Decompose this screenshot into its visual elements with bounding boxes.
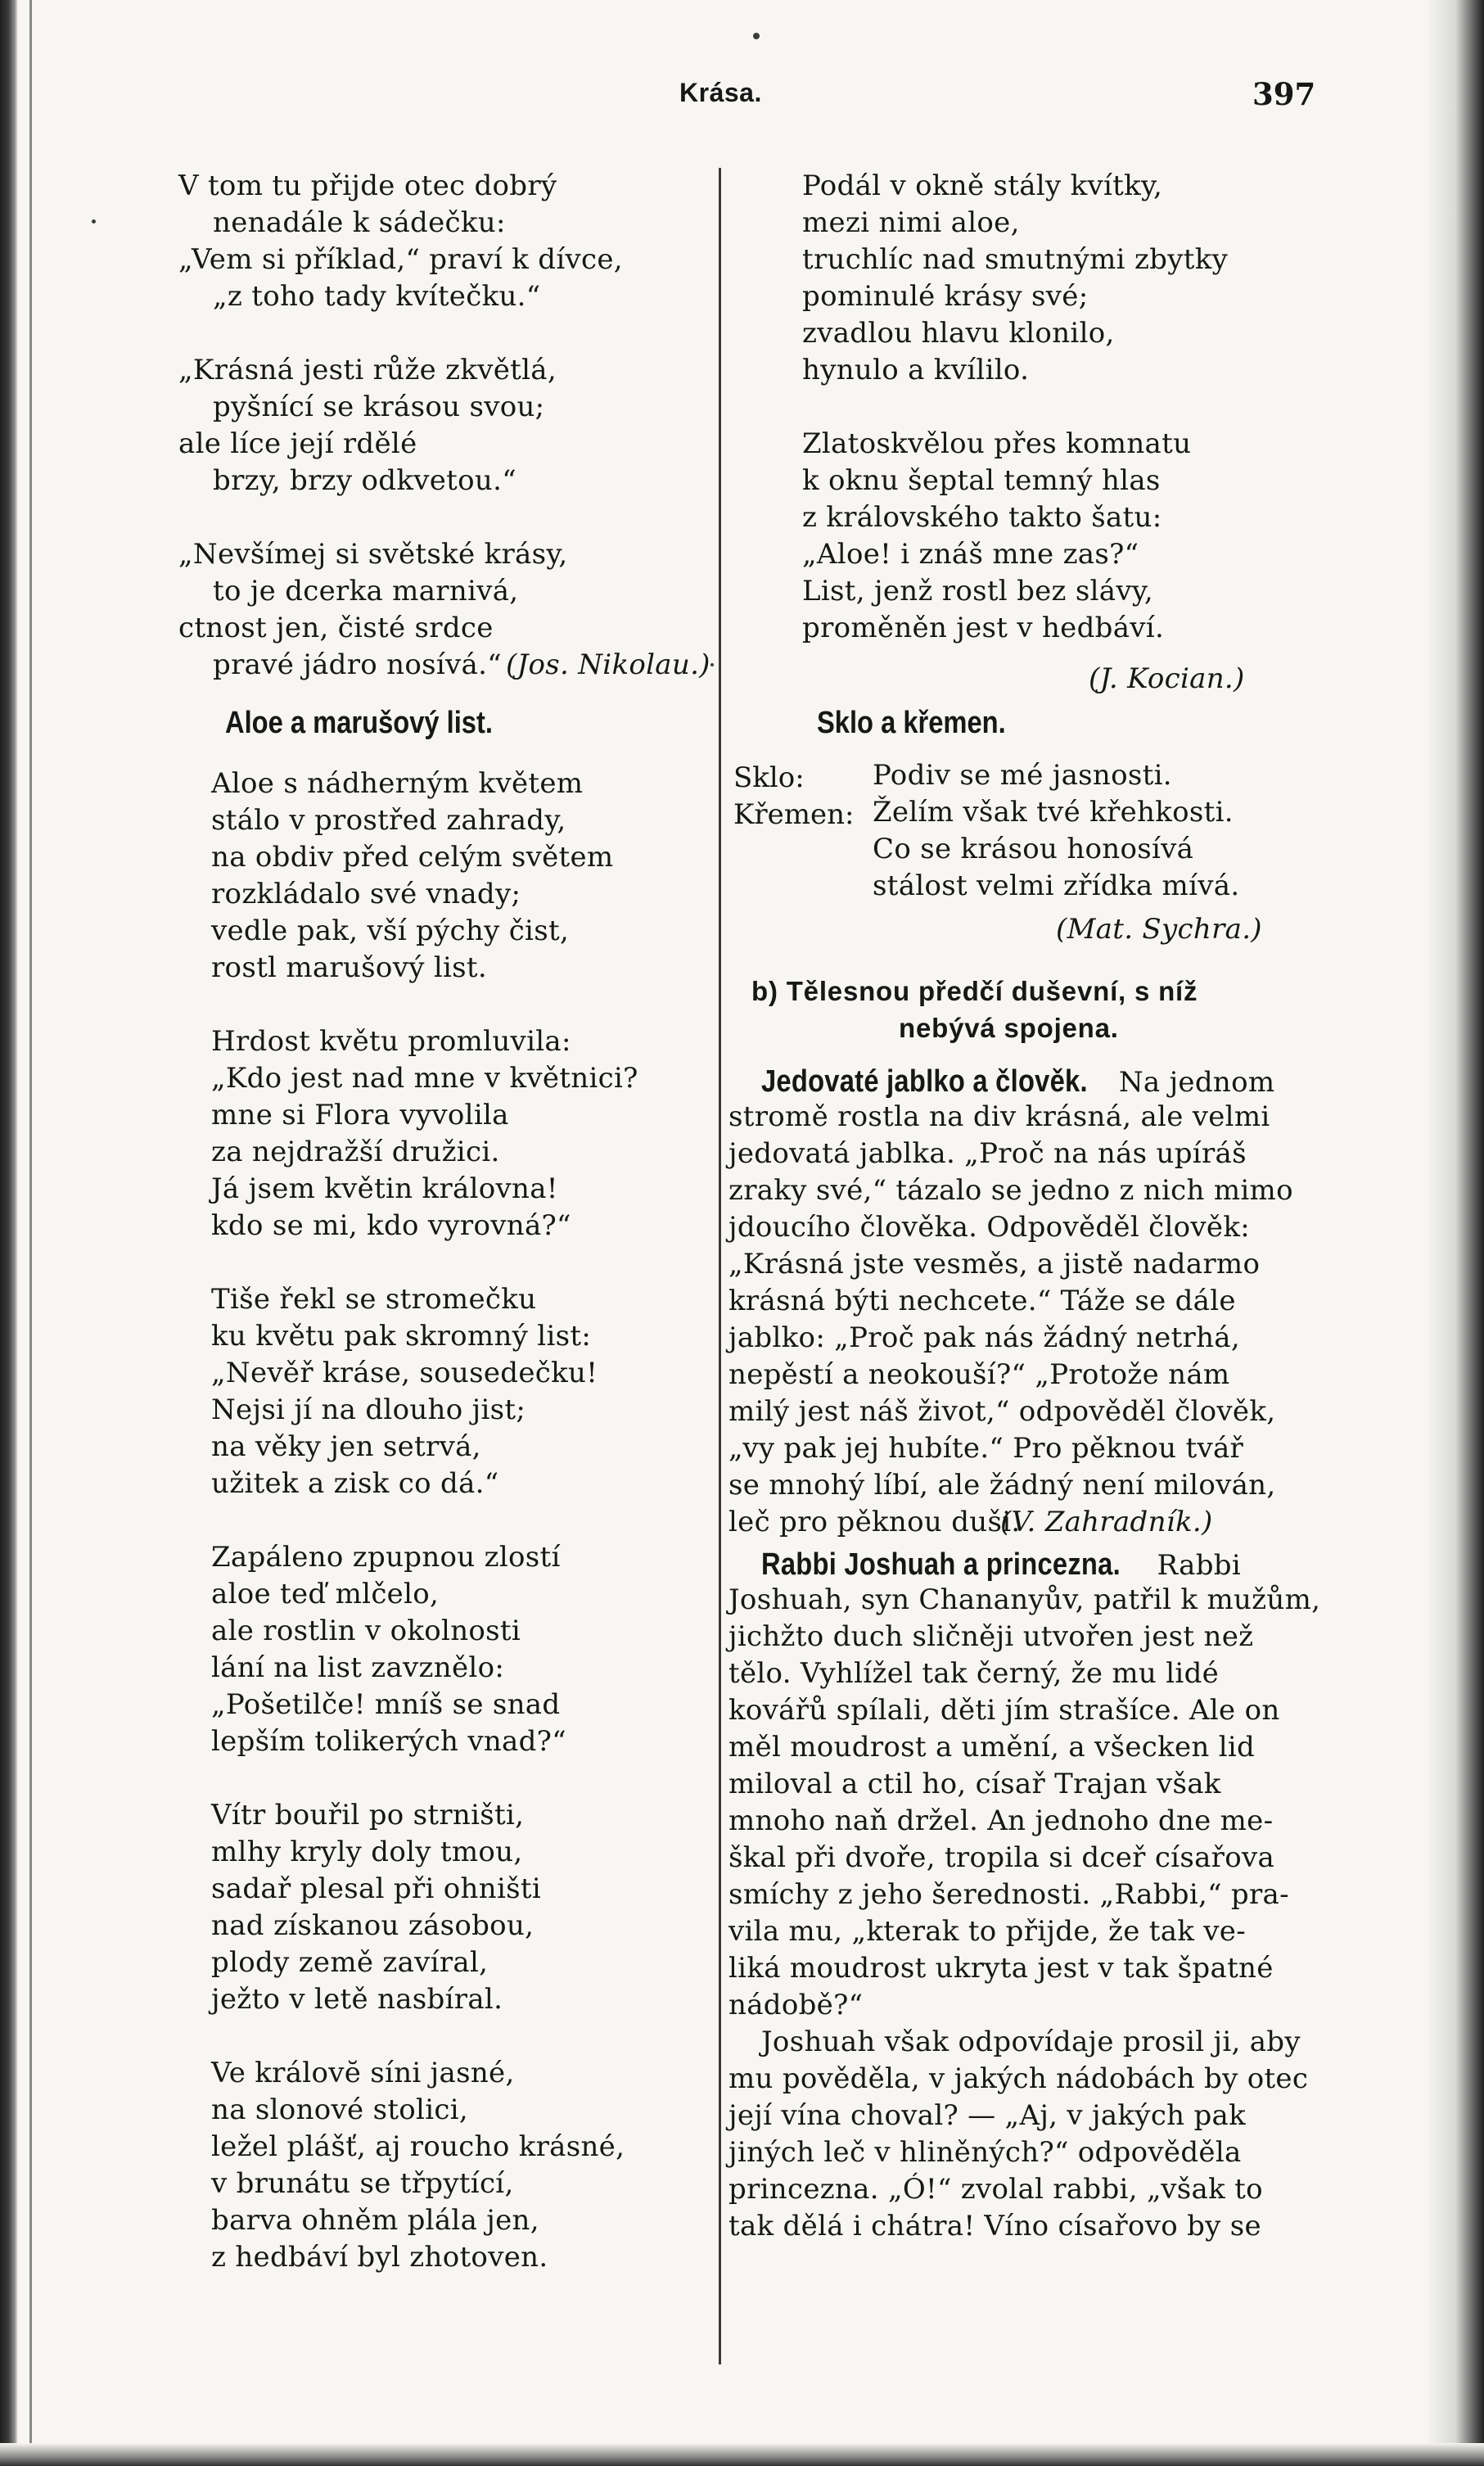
poem-line: ku květu pak skromný list: [211, 1320, 592, 1353]
poem-line: Zapáleno zpupnou zlostí [211, 1541, 561, 1574]
prose-line: Joshuah však odpovídaje prosil ji, aby [761, 2026, 1301, 2058]
prose-line: milý jest náš život,“ odpověděl člověk, [728, 1395, 1276, 1428]
poem-line: „Kdo jest nad mne v květnici? [211, 1062, 638, 1095]
poem-line: pominulé krásy své; [802, 280, 1089, 313]
poem-line: barva ohněm plála jen, [211, 2204, 539, 2237]
prose-line [761, 1549, 1241, 1580]
section-heading: nebývá spojena. [899, 1013, 1119, 1043]
poem-line: Vítr bouřil po strništi, [211, 1799, 525, 1831]
prose-line: miloval a ctil ho, císař Trajan však [728, 1768, 1221, 1800]
poem-line: Tiše řekl se stromečku [211, 1283, 537, 1316]
page-bottom-shadow [0, 2443, 1484, 2466]
prose-line: mu pověděla, v jakých nádobách by otec [728, 2062, 1309, 2095]
poem-line: „z toho tady kvítečku.“ [213, 280, 541, 313]
speaker-label: Sklo: [733, 761, 805, 794]
prose-line: nádobě?“ [728, 1989, 864, 2021]
prose-line: „Krásná jste vesměs, a jistě nadarmo [728, 1248, 1261, 1280]
prose-text: Na jednom [1118, 1066, 1275, 1099]
prose-line: se mnohý líbí, ale žádný není milován, [728, 1469, 1276, 1502]
prose-line: jedovatá jablka. „Proč na nás upíráš [728, 1137, 1247, 1170]
attribution: (Jos. Nikolau.) [506, 648, 710, 681]
poem-line: z hedbáví byl zhotoven. [211, 2241, 548, 2274]
poem-line: pravé jádro nosívá.“ [213, 648, 502, 681]
prose-line: tělo. Vyhlížel tak černý, že mu lidé [728, 1657, 1220, 1690]
prose-line: krásná býti nechcete.“ Táže se dále [728, 1285, 1236, 1317]
poem-line: truchlíc nad smutnými zbytky [802, 243, 1229, 276]
prose-line: kovářů spílali, děti jím strašíce. Ale on [728, 1694, 1280, 1727]
prose-line: mnoho naň držel. An jednoho dne me- [728, 1804, 1274, 1837]
prose-line: měl moudrost a umění, a všecken lid [728, 1731, 1256, 1764]
poem-line: proměněn jest v hedbáví. [802, 612, 1165, 644]
poem-line: ctnost jen, čisté srdce [178, 612, 494, 644]
prose-line: jichžto duch sličněji utvořen jest než [728, 1620, 1254, 1653]
prose-line: jablko: „Proč pak nás žádný netrhá, [728, 1321, 1240, 1354]
poem-line: užitek a zisk co dá.“ [211, 1467, 499, 1500]
poem-line: rozkládalo své vnady; [211, 878, 521, 910]
poem-line: na slonové stolici, [211, 2093, 469, 2126]
running-title: Krása. [679, 78, 762, 107]
poem-line: zvadlou hlavu klonilo, [802, 317, 1115, 350]
poem-line: aloe teď mlčelo, [211, 1578, 440, 1610]
prose-line: zraky své,“ tázalo se jedno z nich mimo [728, 1174, 1293, 1207]
fable-heading: Rabbi Joshuah a princezna. [761, 1547, 1121, 1582]
poem-line: na věky jen setrvá, [211, 1430, 481, 1463]
poem-line: Hrdost květu promluvila: [211, 1025, 571, 1058]
page-number: 397 [1252, 76, 1316, 112]
poem-line: k oknu šeptal temný hlas [802, 464, 1161, 497]
poem-line: ležel plášť, aj roucho krásné, [211, 2130, 625, 2163]
fable-heading: Jedovaté jablko a člověk. [761, 1064, 1088, 1099]
attribution: (Mat. Sychra.) [1056, 913, 1262, 946]
dialogue-line: Podiv se mé jasnosti. [873, 759, 1172, 792]
print-speck [753, 33, 760, 39]
prose-line: liká moudrost ukryta jest v tak špatné [728, 1952, 1274, 1985]
prose-line: leč pro pěknou duši. [728, 1506, 1021, 1538]
poem-line: „Vem si příklad,“ praví k dívce, [178, 243, 623, 276]
attribution: (J. Kocian.) [1089, 662, 1245, 695]
poem-line: nad získanou zásobou, [211, 1909, 535, 1942]
dialogue-line: Želím však tvé křehkosti. [873, 796, 1234, 829]
print-speck [92, 219, 96, 224]
prose-line: Joshuah, syn Chananyův, patřil k mužům, [728, 1583, 1321, 1616]
poem-line: Já jsem květin královna! [211, 1172, 558, 1205]
poem-line: rostl marušový list. [211, 951, 487, 984]
dialogue-line: Co se krásou honosívá [873, 833, 1194, 865]
prose-line: jdoucího člověka. Odpověděl člověk: [728, 1211, 1251, 1244]
poem-line: ale líce její rdělé [178, 427, 417, 460]
poem-line: „Nevšímej si světské krásy, [178, 538, 568, 571]
poem-line: plody země zavíral, [211, 1946, 489, 1979]
poem-line: ježto v letě nasbíral. [211, 1983, 503, 2016]
prose-line: princezna. „Ó!“ zvolal rabbi, „však to [728, 2173, 1263, 2206]
dialogue-line: stálost velmi zřídka mívá. [873, 869, 1240, 902]
speaker-label: Křemen: [733, 798, 855, 831]
attribution: (V. Zahradník.) [1000, 1506, 1213, 1538]
poem-line: stálo v prostřed zahrady, [211, 804, 566, 837]
poem-line: „Pošetilče! mníš se snad [211, 1688, 561, 1721]
prose-line: škal při dvoře, tropila si dceř císařova [728, 1841, 1275, 1874]
poem-line: V tom tu přijde otec dobrý [178, 169, 557, 202]
poem-line: pyšnící se krásou svou; [213, 391, 545, 423]
prose-line: „vy pak jej hubíte.“ Pro pěknou tvář [728, 1432, 1244, 1465]
poem-line: sadař plesal při ohništi [211, 1872, 541, 1905]
poem-line: v brunátu se třpytící, [211, 2167, 514, 2200]
poem-line: mne si Flora vyvolila [211, 1099, 509, 1131]
poem-line: to je dcerka marnivá, [213, 575, 519, 607]
poem-line: vedle pak, vší pýchy čist, [211, 915, 570, 947]
prose-line: její vína choval? — „Aj, v jakých pak [728, 2099, 1246, 2132]
poem-line: nenadále k sádečku: [213, 206, 506, 239]
poem-line: lání na list zavznělo: [211, 1651, 505, 1684]
poem-line: lepším tolikerých vnad?“ [211, 1725, 566, 1758]
poem-line: Ve královĕ síni jasné, [211, 2057, 515, 2089]
poem-line: Nejsi jí na dlouho jist; [211, 1393, 526, 1426]
prose-line: vila mu, „kterak to přijde, že tak ve- [728, 1915, 1246, 1948]
prose-line: stromě rostla na div krásná, ale velmi [728, 1100, 1270, 1133]
poem-line: mlhy kryly doly tmou, [211, 1836, 523, 1868]
prose-text: Rabbi [1157, 1549, 1242, 1582]
prose-line [761, 1066, 1274, 1097]
section-heading: b) Tělesnou předčí duševní, s níž [751, 976, 1198, 1006]
poem-line: Podál v okně stály kvítky, [802, 169, 1163, 202]
poem-line: mezi nimi aloe, [802, 206, 1020, 239]
prose-line: nepěstí a neokouší?“ „Protože nám [728, 1358, 1230, 1391]
prose-line: jiných leč v hliněných?“ odpověděla [728, 2136, 1242, 2169]
page-edge-shadow [1427, 0, 1484, 2466]
poem-line: hynulo a kvílilo. [802, 354, 1030, 386]
print-speck [710, 663, 714, 666]
prose-line: smíchy z jeho šerednosti. „Rabbi,“ pra- [728, 1878, 1289, 1911]
poem-line: List, jenž rostl bez slávy, [802, 575, 1153, 607]
binding-shadow [0, 0, 18, 2466]
prose-line: tak dělá i chátra! Víno císařovo by se [728, 2210, 1261, 2242]
poem-line: Zlatoskvělou přes komnatu [802, 427, 1192, 460]
poem-line: na obdiv před celým světem [211, 841, 614, 874]
poem-line: z královského takto šatu: [802, 501, 1162, 534]
poem-line: Aloe s nádherným květem [211, 767, 584, 800]
poem-heading: Aloe a marušový list. [225, 706, 493, 740]
poem-line: ale rostlin v okolnosti [211, 1615, 521, 1647]
poem-line: za nejdražší družici. [211, 1136, 500, 1168]
poem-line: brzy, brzy odkvetou.“ [213, 464, 516, 497]
poem-line: „Nevěř kráse, sousedečku! [211, 1357, 598, 1389]
poem-line: „Krásná jesti růže zkvětlá, [178, 354, 557, 386]
poem-line: „Aloe! i znáš mne zas?“ [802, 538, 1139, 571]
binding-line [29, 0, 32, 2466]
poem-line: kdo se mi, kdo vyrovná?“ [211, 1209, 571, 1242]
poem-heading: Sklo a křemen. [817, 706, 1006, 740]
column-divider [719, 168, 721, 2364]
